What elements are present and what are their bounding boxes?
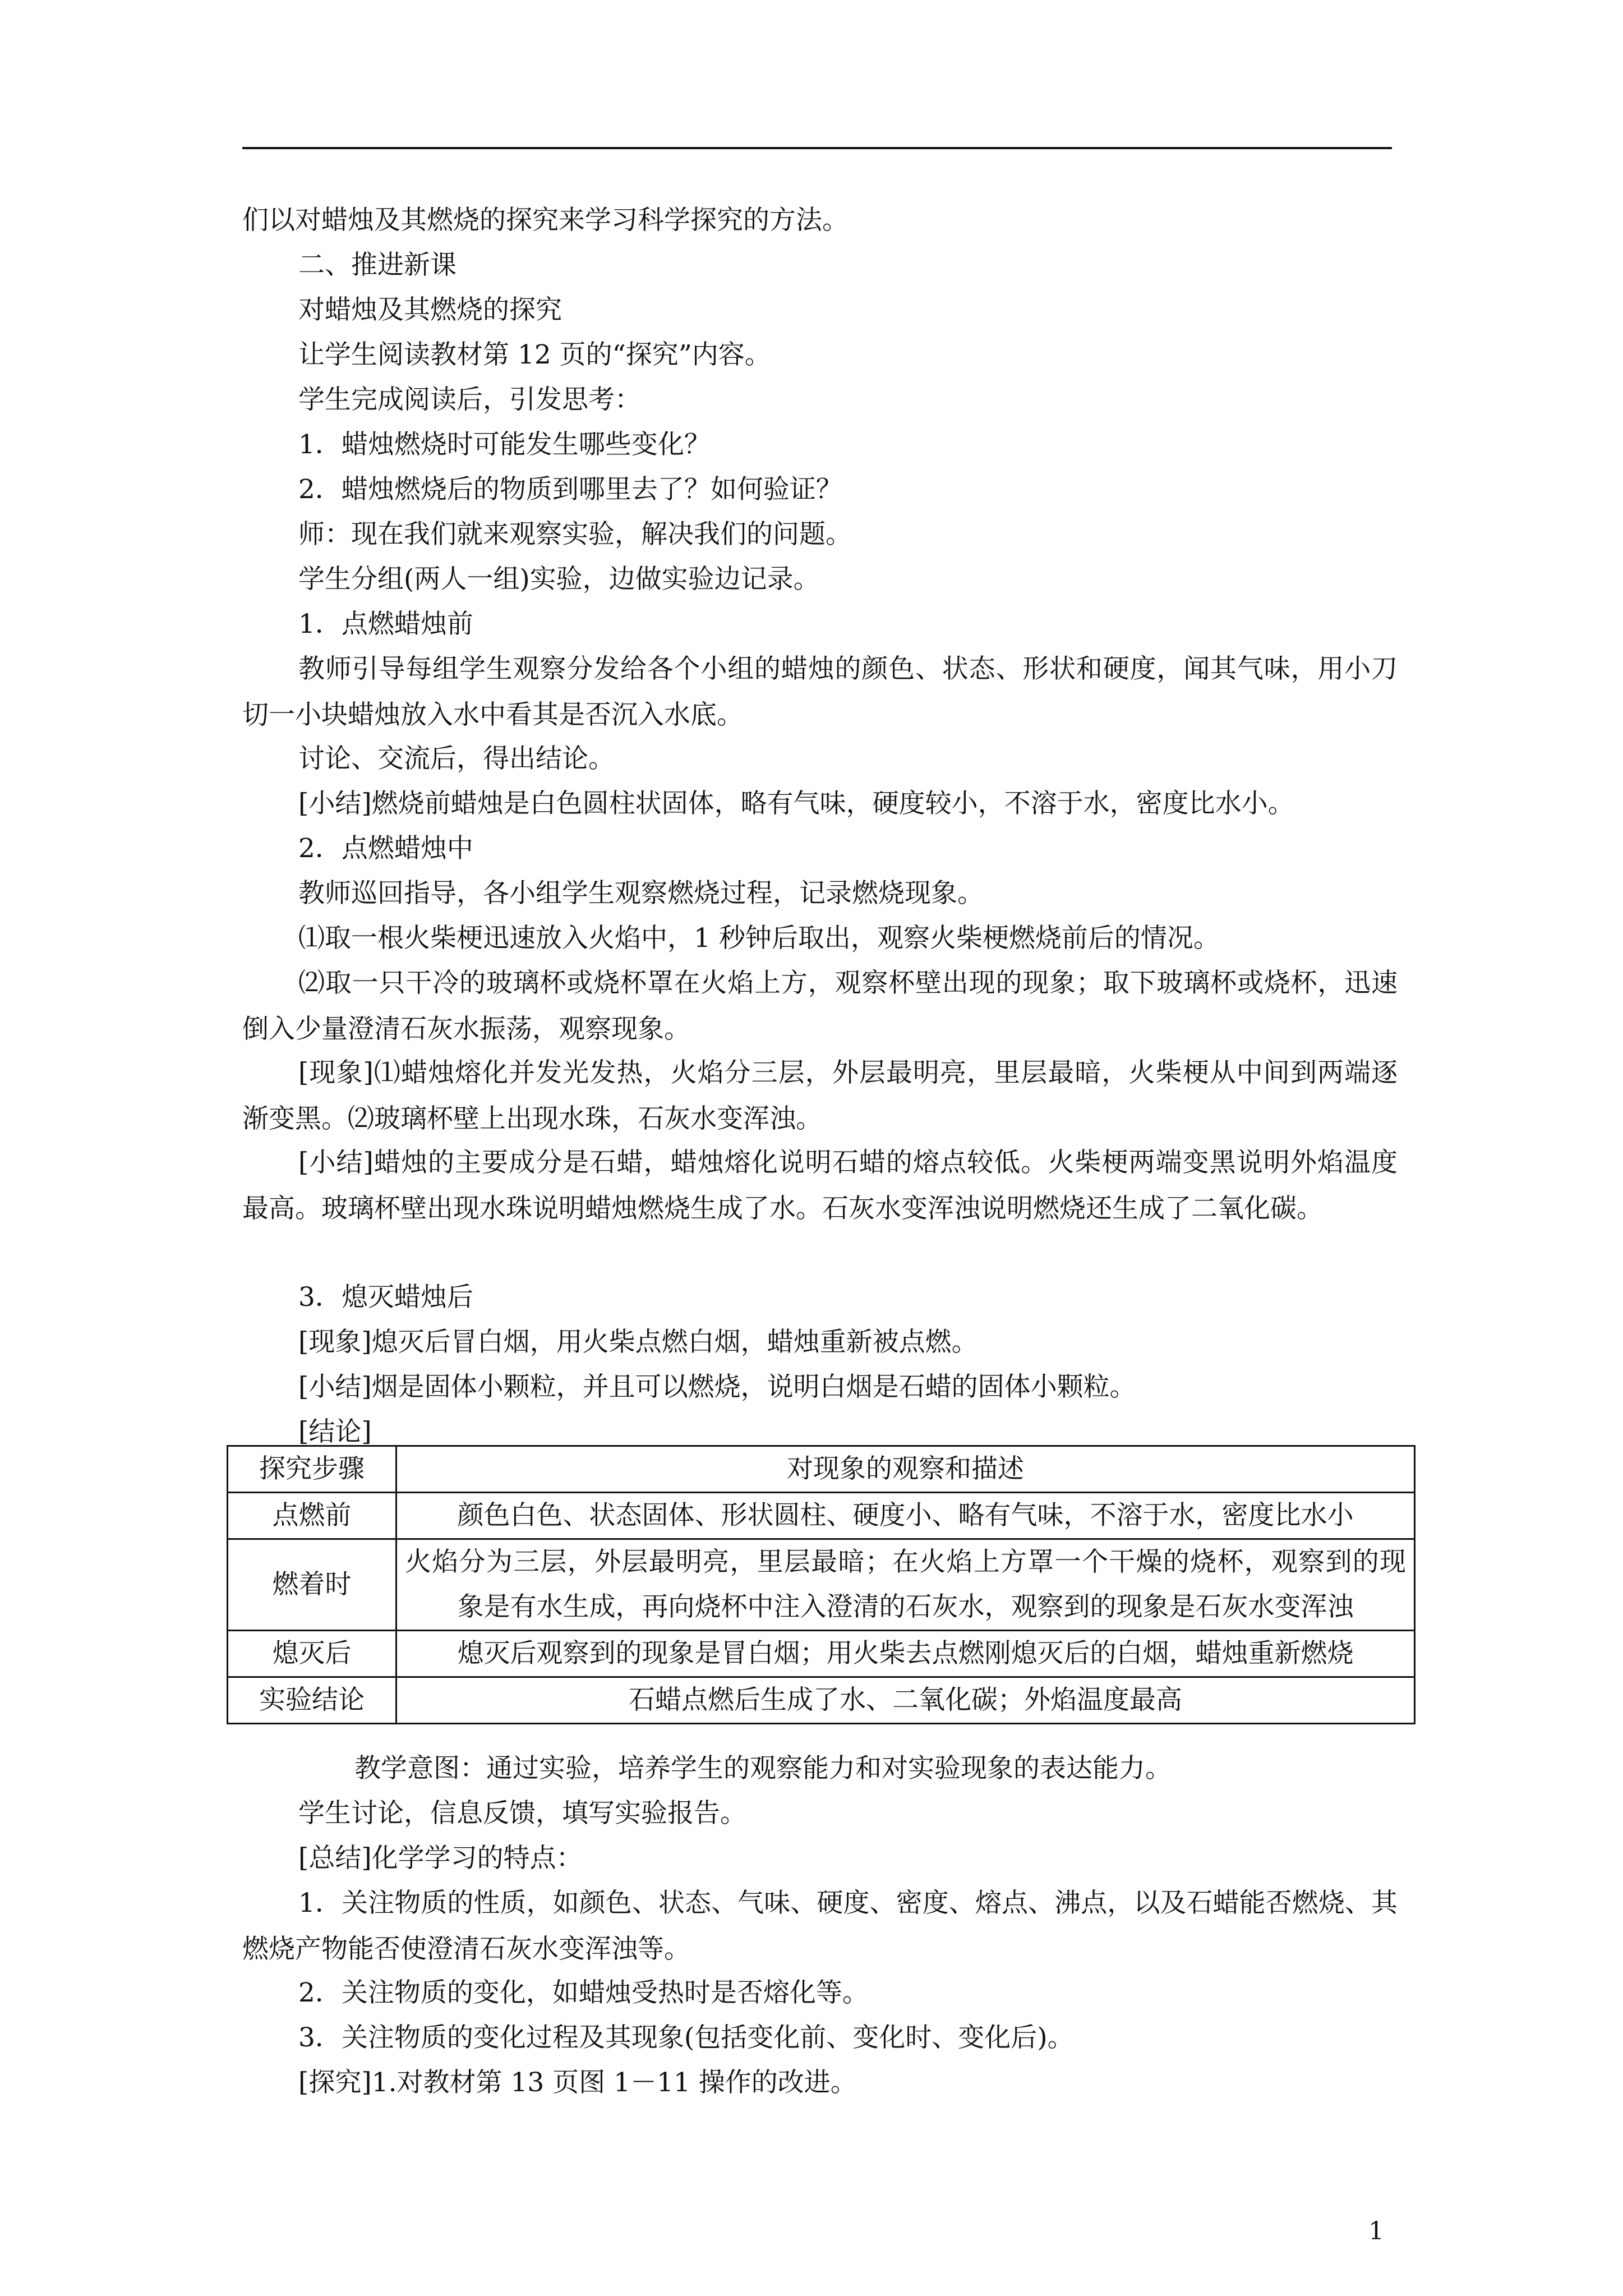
- question-item: 1．蜡烛燃烧时可能发生哪些变化？: [298, 429, 711, 460]
- paragraph-line: 让学生阅读教材第 12 页的“探究”内容。: [298, 339, 771, 370]
- paragraph-line: 们以对蜡烛及其燃烧的探究来学习科学探究的方法。: [242, 205, 849, 236]
- procedure-item: ⑴取一根火柴梗迅速放入火焰中，1 秒钟后取出，观察火柴梗燃烧前后的情况。: [298, 923, 1220, 954]
- feature-item: 1．关注物质的性质，如颜色、状态、气味、硬度、密度、熔点、沸点，以及石蜡能否燃烧、其燃烧产物能否使澄清石灰水变浑浊等。: [242, 1888, 1398, 1964]
- paragraph-line: 教师巡回指导，各小组学生观察燃烧过程，记录燃烧现象。: [298, 878, 984, 909]
- feature-item: 3．关注物质的变化过程及其现象(包括变化前、变化时、变化后)。: [298, 2022, 1074, 2053]
- question-item: 2．蜡烛燃烧后的物质到哪里去了？如何验证？: [298, 474, 842, 505]
- table-cell-description: 颜色白色、状态固体、形状圆柱、硬度小、略有气味，不溶于水，密度比水小: [396, 1493, 1415, 1539]
- feature-item: 2．关注物质的变化，如蜡烛受热时是否熔化等。: [298, 1977, 869, 2008]
- table-row: [228, 1631, 1415, 1677]
- subsection-heading: 对蜡烛及其燃烧的探究: [298, 295, 562, 325]
- table-cell-step: 熄灭后: [228, 1631, 396, 1677]
- paragraph-block: 教师引导每组学生观察分发给各个小组的蜡烛的颜色、状态、形状和硬度，闻其气味，用小刀切一小块蜡烛放入水中看其是否沉入水底。: [242, 654, 1398, 730]
- table-cell-step: 实验结论: [228, 1677, 396, 1724]
- table-header-cell: 探究步骤: [228, 1446, 396, 1493]
- paragraph-line: 师：现在我们就来观察实验，解决我们的问题。: [298, 519, 852, 550]
- observation-line: [现象]熄灭后冒白烟，用火柴点燃白烟，蜡烛重新被点燃。: [298, 1327, 978, 1358]
- table-row: [228, 1677, 1415, 1724]
- table-row: [228, 1539, 1415, 1631]
- step-heading: 2．点燃蜡烛中: [298, 833, 473, 864]
- summary-heading: [总结]化学学习的特点：: [298, 1843, 583, 1874]
- page-number: 1: [1368, 2217, 1384, 2246]
- table-header-cell: 对现象的观察和描述: [396, 1446, 1415, 1493]
- summary-line: [小结]烟是固体小颗粒，并且可以燃烧，说明白烟是石蜡的固体小颗粒。: [298, 1372, 1136, 1402]
- paragraph-line: 学生完成阅读后，引发思考：: [298, 384, 641, 415]
- table-cell-step: 燃着时: [228, 1539, 396, 1631]
- header-rule: [242, 147, 1392, 149]
- step-heading: 3．熄灭蜡烛后: [298, 1282, 473, 1313]
- summary-line: [小结]燃烧前蜡烛是白色圆柱状固体，略有气味，硬度较小，不溶于水，密度比水小。: [298, 788, 1294, 819]
- step-heading: 1．点燃蜡烛前: [298, 609, 473, 639]
- procedure-item: ⑵取一只干冷的玻璃杯或烧杯罩在火焰上方，观察杯壁出现的现象；取下玻璃杯或烧杯，迅速倒入少量澄清石灰水振荡，观察现象。: [242, 968, 1398, 1045]
- table-cell-description: 石蜡点燃后生成了水、二氧化碳；外焰温度最高: [396, 1677, 1415, 1724]
- table-row: [228, 1493, 1415, 1539]
- teaching-intent: 教学意图：通过实验，培养学生的观察能力和对实验现象的表达能力。: [354, 1753, 1172, 1784]
- table-header-row: [228, 1446, 1415, 1493]
- table-cell-description: 熄灭后观察到的现象是冒白烟；用火柴去点燃刚熄灭后的白烟，蜡烛重新燃烧: [396, 1631, 1415, 1677]
- paragraph-line: 讨论、交流后，得出结论。: [298, 743, 615, 774]
- experiment-results-table: [227, 1445, 1415, 1724]
- table-cell-step: 点燃前: [228, 1493, 396, 1539]
- table-cell-description: 火焰分为三层，外层最明亮，里层最暗；在火焰上方罩一个干燥的烧杯，观察到的现象是有水生成，再向烧杯中注入澄清的石灰水，观察到的现象是石灰水变浑浊: [396, 1539, 1415, 1631]
- observation-block: [现象]⑴蜡烛熔化并发光发热，火焰分三层，外层最明亮，里层最暗，火柴梗从中间到两端逐渐变黑。⑵玻璃杯壁上出现水珠，石灰水变浑浊。: [242, 1057, 1398, 1134]
- summary-block: [小结]蜡烛的主要成分是石蜡，蜡烛熔化说明石蜡的熔点较低。火柴梗两端变黑说明外焰温度最高。玻璃杯壁出现水珠说明蜡烛燃烧生成了水。石灰水变浑浊说明燃烧还生成了二氧化碳。: [242, 1147, 1398, 1224]
- section-heading: 二、推进新课: [298, 250, 457, 280]
- conclusion-heading: [结论]: [298, 1416, 372, 1447]
- paragraph-line: 学生分组(两人一组)实验，边做实验边记录。: [298, 564, 820, 595]
- inquiry-line: [探究]1.对教材第 13 页图 1－11 操作的改进。: [298, 2067, 857, 2098]
- paragraph-line: 学生讨论，信息反馈，填写实验报告。: [298, 1798, 746, 1829]
